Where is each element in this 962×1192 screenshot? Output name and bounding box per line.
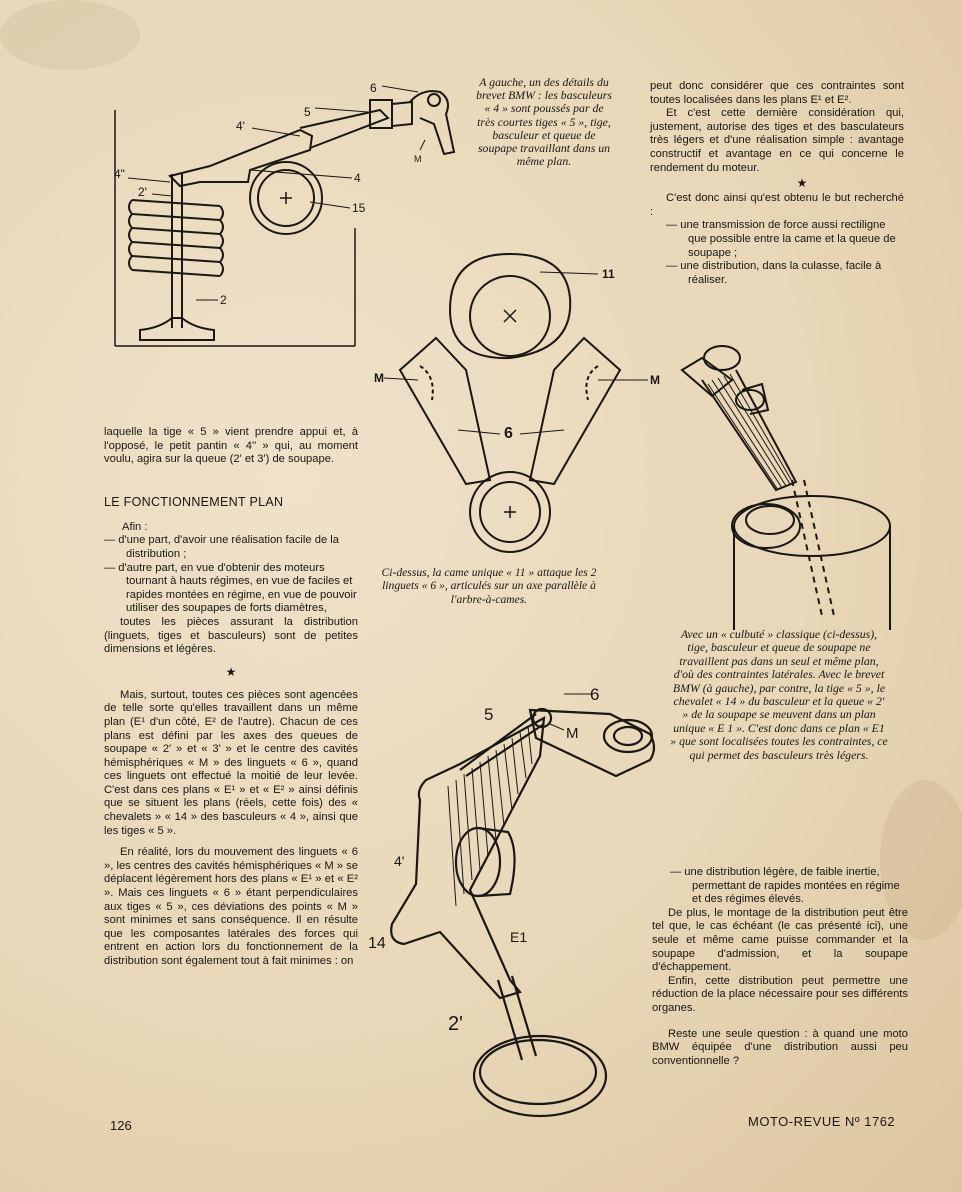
right-bottom-p4: De plus, le montage de la distribution peut être tel que, le cas échéant (le cas présenté ici), une seule et même came puisse commander et la soupape d'admission, et la soupape d'échappement. (652, 906, 908, 974)
right-top-dash1: — une transmission de force aussi rectiligne que possible entre la came et la queue de soupape ; (666, 219, 896, 259)
fig4-label-2p: 2' (448, 1013, 463, 1035)
figure-cam-linguets (370, 240, 670, 560)
left-realite: En réalité, lors du mouvement des linguets « 6 », les centres des cavités hémisphériques « M » se déplacent légèrement hors des plans « E¹ » et « E² ». Mais ces linguets « 6 » étant perpendiculaires aux tiges « 5 », ces déviations des points « M » sont minimes et sans conséquence. Il en résulte que les composantes latérales des forces qui entrent en action lors du fonctionnement de la distribution sont également tout à fait minimes : on (104, 846, 358, 967)
fig4-label-14: 14 (368, 935, 386, 952)
left-intro: laquelle la tige « 5 » vient prendre appui et, à l'opposé, le petit pantin « 4'' » qui, au moment voulu, agira sur la queue (2' et 3') de soupape. (104, 426, 358, 466)
fig2-label-11: 11 (602, 267, 615, 281)
fig1-label-15: 15 (352, 201, 366, 215)
right-column-top (650, 80, 904, 287)
section-heading: LE FONCTIONNEMENT PLAN (104, 494, 284, 509)
right-top-dash2: — une distribution, dans la culasse, facile à réaliser. (666, 260, 882, 286)
right-top-p2: Et c'est cette dernière considération qui, justement, autorise des tiges et des basculateurs très légers et d'une réalisation simple : avantage constructif et avantage en ce qui concerne le rendement du moteur. (650, 107, 904, 174)
fig1-label-2p: 2' (138, 185, 147, 199)
fig1-label-4pp: 4" (114, 167, 125, 181)
fig1-label-2: 2 (220, 293, 227, 307)
magazine-footer: MOTO-REVUE Nº 1762 (748, 1114, 896, 1129)
fig4-label-6: 6 (590, 685, 600, 704)
fig4-label-4p: 4' (394, 853, 405, 869)
fig2-label-M-left: M (374, 371, 384, 385)
caption-middle: Ci-dessus, la came unique « 11 » attaque les 2 linguets « 6 », articulés sur un axe parallèle à l'arbre-à-cames. (381, 566, 597, 606)
left-column (104, 426, 358, 969)
right-column-bottom (652, 866, 908, 1068)
figure-bmw-plan-rocker (360, 680, 660, 1125)
right-bottom-dash3: — une distribution légère, de faible inertie, permettant de rapides montées en régime et des régimes élevés. (670, 866, 900, 906)
fig1-label-4: 4 (354, 171, 361, 185)
right-bottom-p5: Enfin, cette distribution peut permettre une réduction de la place nécessaire pour ses différents organes. (652, 974, 908, 1014)
fig4-label-M: M (566, 725, 579, 742)
fig1-label-M: M (414, 154, 422, 164)
left-dash2: — d'autre part, en vue d'obtenir des moteurs tournant à hauts régimes, en vue de faciles et rapides montées en régime, en vue de pouvoir utiliser des soupapes de forts diamètres, (104, 561, 357, 615)
left-toutes: toutes les pièces assurant la distribution (linguets, tiges et basculeurs) sont de petites dimensions et légères. (104, 615, 358, 656)
fig4-label-E1: E1 (510, 929, 528, 945)
left-dash1: — d'une part, d'avoir une réalisation facile de la distribution ; (104, 534, 339, 560)
fig2-label-M-right: M (650, 373, 660, 387)
left-afin: Afin : (122, 520, 148, 533)
fig1-label-5: 5 (304, 105, 311, 119)
right-top-p1: peut donc considérer que ces contraintes sont toutes localisées dans les plans E¹ et E². (650, 80, 904, 106)
fig4-label-5: 5 (484, 705, 494, 724)
caption-right: Avec un « culbuté » classique (ci-dessus), tige, basculeur et queue de soupape ne travaillent pas dans un seul et même plan, d'où des contraintes latérales. Avec le brevet BMW (à gauche), par contre, la tige « 5 », le chevalet « 14 » du basculeur et la queue « 2' » de la soupape se meuvent dans un plan unique « E 1 ». C'est donc dans ce plan « E1 » que sont localisées toutes les contraintes, ce qui permet des basculeurs très légers. (670, 627, 888, 762)
left-mais: Mais, surtout, toutes ces pièces sont agencées de telle sorte qu'elles travaillent dans un même plan (E¹ d'un côté, E² de l'autre). Chacun de ces plans est défini par les axes des queues de soupape « 2' » et « 3' » et le centre des cavités hémisphériques « M » des linguets « 6 », quand ces linguets ont effectué la moitié de leur levée. C'est dans ces plans « E¹ » et « E² » ainsi définis que se situent les plans (réels, cette fois) des « chevalets » « 14 » des basculeurs « 4 », ainsi que les tiges « 5 ». (104, 688, 358, 837)
fig1-label-4p: 4' (236, 119, 245, 133)
figure-classic-rocker (672, 340, 908, 630)
right-top-star: ★ (796, 176, 808, 191)
right-top-p3: C'est donc ainsi qu'est obtenu le but recherché : (650, 192, 904, 218)
fig1-label-6: 6 (370, 81, 377, 95)
right-bottom-p6: Reste une seule question : à quand une moto BMW équipée d'une distribution aussi peu conventionnelle ? (652, 1027, 908, 1067)
left-star: ★ (225, 664, 237, 679)
page-number: 126 (110, 1118, 132, 1133)
fig2-label-6: 6 (504, 425, 513, 442)
caption-top: A gauche, un des détails du brevet BMW : les basculeurs « 4 » sont poussés par de très courtes tiges « 5 », tige, basculeur et queue de soupape travaillant dans un même plan. (476, 75, 612, 169)
